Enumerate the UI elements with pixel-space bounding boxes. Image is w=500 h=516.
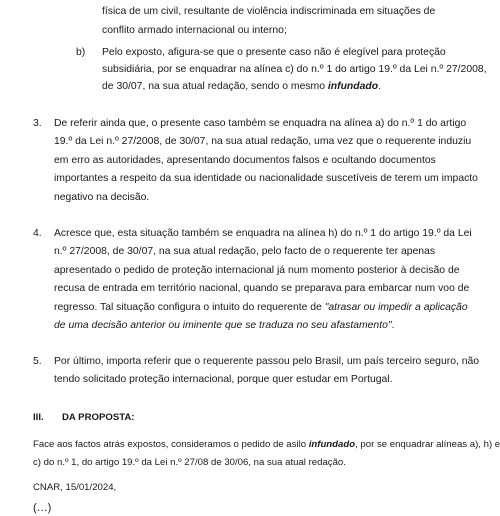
paragraph-4-line-6 <box>54 319 394 333</box>
item-b-line-2: subsidiária, por se enquadrar na alínea c) do n.º 1 do artigo 19.º da Lei n.º 27/2008, <box>102 64 487 75</box>
proposal-line-1-text: Face aos factos atrás expostos, consideramos o pedido de asilo <box>33 439 309 450</box>
paragraph-4-quote-end: de uma decisão anterior ou iminente que se traduza no seu afastamento" <box>54 320 392 331</box>
paragraph-3-line-3: em erro as autoridades, apresentando documentos falsos e ocultando documentos <box>54 155 436 166</box>
item-b-period: . <box>378 81 381 92</box>
paragraph-4-line-4: recusa de entrada em território nacional, quando se preparava para embarcar num voo de <box>54 283 470 294</box>
section-3-title: DA PROPOSTA: <box>62 412 135 423</box>
item-b-infundado: infundado <box>327 81 379 92</box>
proposal-line-1 <box>33 438 500 452</box>
section-3-number: III. <box>33 412 44 423</box>
paragraph-5-number: 5. <box>33 356 42 367</box>
proposal-line-2: c) do n.º 1, do artigo 19.º da Lei n.º 27/08 de 30/06, na sua atual redação. <box>33 457 346 468</box>
item-a-line-1: física de um civil, resultante de violência indiscriminada em situações de <box>102 6 436 17</box>
paragraph-3-line-2: 19.º da Lei n.º 27/2008, de 30/07, na sua atual redação, uma vez que o requerente induziu <box>54 136 472 147</box>
paragraph-3-line-1: De referir ainda que, o presente caso também se enquadra na alínea a) do n.º 1 do artigo <box>54 118 467 129</box>
item-a-line-2: conflito armado internacional ou interno; <box>102 25 287 36</box>
paragraph-5-line-1: Por último, importa referir que o requerente passou pelo Brasil, um país terceiro seguro, não <box>54 356 480 367</box>
paragraph-4-number: 4. <box>33 228 42 239</box>
item-b-line-3-text: de 30/07, na sua atual redação, sendo o mesmo <box>102 81 328 92</box>
paragraph-3-line-5: negativo na decisão. <box>54 192 150 203</box>
paragraph-4-line-2: n.º 27/2008, de 30/07, na sua atual redação, pelo facto de o requerente ter apenas <box>54 246 436 257</box>
item-b-marker: b) <box>76 47 86 58</box>
ellipsis: (…) <box>33 502 52 514</box>
paragraph-4-line-1: Acresce que, esta situação também se enquadra na alínea h) do n.º 1 do artigo 19.º da Lei <box>54 228 472 239</box>
paragraph-4-line-5-text: regresso. Tal situação configura o intuito do requerente de <box>54 302 325 313</box>
paragraph-4-line-5 <box>54 301 468 315</box>
item-b-line-1: Pelo exposto, afigura-se que o presente caso não é elegível para proteção <box>102 47 446 58</box>
paragraph-5-line-2: tendo solicitado proteção internacional, porque quer estudar em Portugal. <box>54 374 393 385</box>
proposal-infundado: infundado <box>308 439 356 450</box>
place-date: CNAR, 15/01/2024, <box>33 482 117 493</box>
paragraph-4-quote-start: "atrasar ou impedir a aplicação <box>324 302 468 313</box>
item-b-line-3 <box>102 80 381 94</box>
paragraph-3-number: 3. <box>33 118 42 129</box>
proposal-line-1-end: , por se enquadrar alíneas a), h) e <box>355 439 500 450</box>
paragraph-4-period: . <box>391 320 395 331</box>
paragraph-4-line-3: apresentado o pedido de proteção internacional já num momento posterior à decisão de <box>54 265 460 276</box>
paragraph-3-line-4: importantes a respeito da sua identidade ou nacionalidade suscetíveis de terem um impacto <box>54 173 478 184</box>
